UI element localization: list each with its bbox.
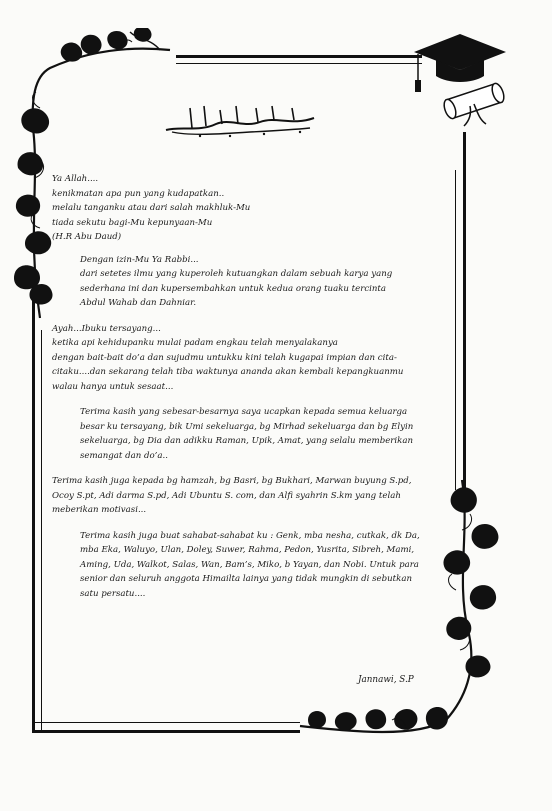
text-line: walau hanya untuk sesaat... — [52, 381, 174, 392]
basmala-calligraphy-art — [160, 100, 320, 140]
basmala-calligraphy — [160, 100, 320, 140]
text-line: melalu tanganku atau dari salah makhluk-Mu — [52, 203, 251, 213]
frame-right-line-inner — [455, 170, 456, 490]
frame-left-line-outer — [32, 300, 35, 732]
text-line: besar ku tersayang, bik Umi sekeluarga, bg Mirhad sekeluarga dan bg Elyin — [80, 421, 414, 432]
paragraph-family — [52, 405, 432, 463]
text-line: senior dan seluruh anggota Himailta lainya yang tidak mungkin di sebutkan — [80, 574, 412, 584]
text-line: kenikmatan apa pun yang kudapatkan.. — [52, 188, 225, 199]
text-line: dari setetes ilmu yang kuperoleh kutuangkan dalam sebuah karya yang — [80, 269, 393, 279]
frame-top-line-outer — [176, 55, 422, 58]
diploma-scroll-icon — [442, 82, 506, 126]
text-line: sederhana ini dan kupersembahkan untuk kedua orang tuaku tercinta — [80, 283, 386, 294]
text-line: meberikan motivasi... — [52, 505, 147, 515]
text-line: Ayah...Ibuku tersayang... — [52, 323, 161, 334]
text-line: Aming, Uda, Walkot, Salas, Wan, Bam’s, Miko, b Yayan, dan Nobi. Untuk para — [80, 559, 419, 570]
text-line: (H.R Abu Daud) — [52, 232, 122, 242]
text-line: Dengan izin-Mu Ya Rabbi... — [80, 254, 199, 265]
text-line: ketika api kehidupanku mulai padam engkau telah menyalakanya — [52, 338, 338, 348]
paragraph-dedication — [52, 253, 432, 311]
frame-bottom-line-outer — [32, 730, 300, 733]
paragraph-parents — [52, 322, 432, 395]
frame-bottom-line-inner — [32, 722, 300, 723]
frame-left-line-inner — [41, 330, 42, 732]
text-line: Terima kasih juga kepada bg hamzah, bg Basri, bg Bukhari, Marwan buyung S.pd, — [52, 476, 412, 486]
text-line: Ocoy S.pt, Adi darma S.pd, Adi Ubuntu S. com, dan Alfi syahrin S.km yang telah — [52, 490, 401, 501]
text-line: semangat dan do’a.. — [80, 450, 168, 461]
vine-bottom-right-ornament — [296, 470, 510, 770]
text-line: dengan bait-bait do’a dan sujudmu untukku kini telah kugapai impian dan cita- — [52, 352, 397, 363]
text-line: Ya Allah.... — [52, 174, 99, 184]
text-line: Terima kasih yang sebesar-besarnya saya ucapkan kepada semua keluarga — [80, 407, 408, 417]
paragraph-prayer — [52, 172, 432, 245]
frame-top-line-inner — [176, 63, 422, 64]
text-line: tiada sekutu bagi-Mu kepunyaan-Mu — [52, 217, 213, 228]
text-line: Abdul Wahab dan Dahniar. — [80, 298, 197, 308]
text-line: mba Eka, Waluyo, Ulan, Doley, Suwer, Rahma, Pedon, Yusrita, Sibreh, Mami, — [80, 545, 415, 555]
text-line: satu persatu.... — [80, 588, 146, 599]
text-line: citaku....dan sekarang telah tiba waktunya ananda akan kembali kepangkuanmu — [52, 367, 404, 377]
text-line: Terima kasih juga buat sahabat-sahabat ku : Genk, mba nesha, cutkak, dk Da, — [80, 530, 420, 541]
graduation-cap-icon — [410, 28, 510, 128]
signature: Jannawi, S.P — [358, 675, 414, 685]
text-line: sekeluarga, bg Dia dan adikku Raman, Upik, Amat, yang selalu memberikan — [80, 436, 414, 446]
frame-right-line-outer — [463, 132, 466, 492]
